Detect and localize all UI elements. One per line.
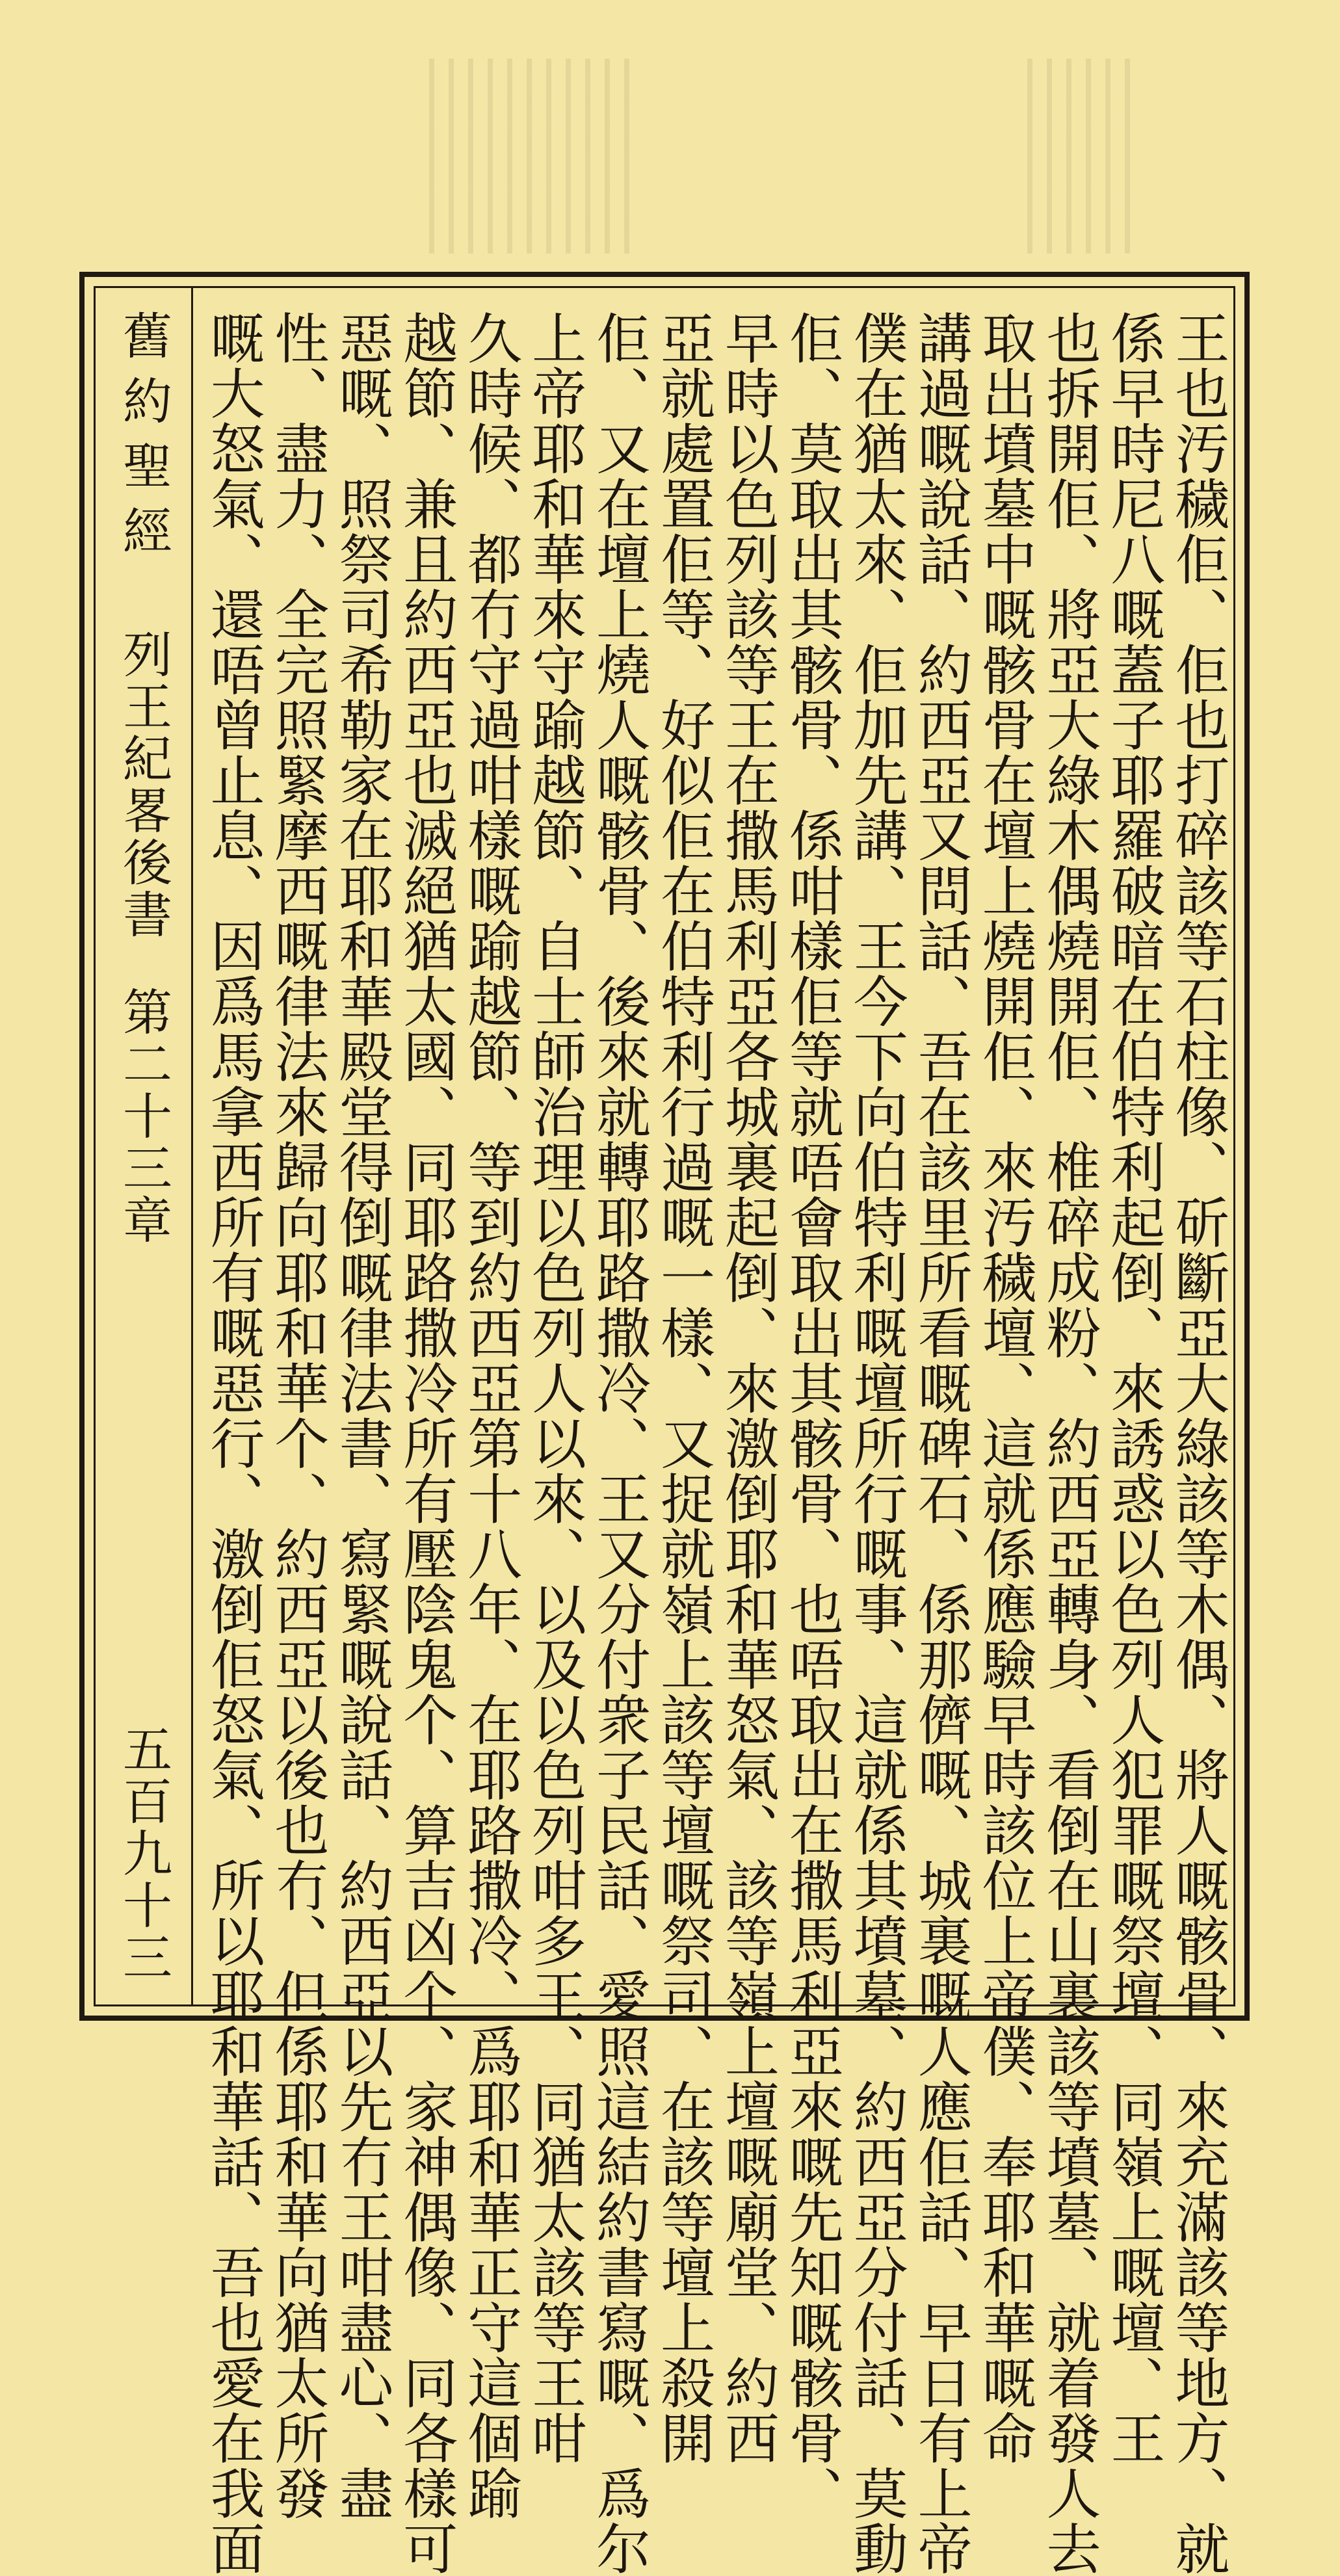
text-column: 講過嘅說話、約西亞又問話、吾在該里所看嘅碑石、係那儕嘅、城裏嘅人應佢話、早日有上帝 — [909, 310, 973, 2576]
text-column: 久時候、都冇守過咁樣嘅踰越節、等到約西亞第十八年、在耶路撒冷、爲耶和華正守這個踰 — [458, 310, 523, 2521]
book-title: 舊約聖經 — [114, 310, 173, 570]
chapter-label: 第二十三章 — [114, 986, 173, 1246]
bleed-through-shadow — [429, 59, 644, 254]
running-head — [114, 310, 173, 1246]
text-column: 王也汚穢佢、佢也打碎該等石柱像、斫斷亞大綠該等木偶、將人嘅骸骨、來充滿該等地方、就 — [1166, 310, 1230, 2576]
text-column: 係早時尼八嘅蓋子耶羅破暗在伯特利起倒、來誘惑以色列人犯罪嘅祭壇、同嶺上嘅壇、王 — [1101, 310, 1166, 2465]
text-column: 惡嘅、照祭司希勒家在耶和華殿堂得倒嘅律法書、寫緊嘅說話、約西亞以先冇王咁盡心、盡 — [330, 310, 394, 2521]
text-column: 早時以色列該等王在撒馬利亞各城裏起倒、來激倒耶和華怒氣、該等嶺上壇嘅廟堂、約西 — [716, 310, 780, 2465]
text-column: 亞就處置佢等、好似佢在伯特利行過嘅一樣、又捉就嶺上該等壇嘅祭司、在該等壇上殺開 — [651, 310, 716, 2465]
page-inner-frame — [94, 286, 1235, 2576]
text-body — [193, 288, 1233, 2576]
text-column: 嘅大怒氣、還唔曾止息、因爲馬拿西所有嘅惡行、激倒佢怒氣、所以耶和華話、吾也愛在我面 — [202, 310, 265, 2576]
section-title: 列王紀畧後書 — [114, 629, 173, 941]
page-frame — [79, 272, 1250, 2576]
text-column: 佢、又在壇上燒人嘅骸骨、後來就轉耶路撒冷、王又分付衆子民話、愛照這結約書寫嘅、爲尔 — [587, 310, 651, 2576]
margin-column — [96, 288, 193, 2004]
text-column: 僕在猶太來、佢加先講、王今下向伯特利嘅壇所行嘅事、這就係其墳墓、約西亞分付話、莫動 — [845, 310, 909, 2576]
page-number: 五百九十三 — [114, 1724, 173, 1984]
text-column: 也拆開佢、將亞大綠木偶燒開佢、椎碎成粉、約西亞轉身、看倒在山裏該等墳墓、就着發人去 — [1037, 310, 1101, 2576]
text-column: 性、盡力、全完照緊摩西嘅律法來歸向耶和華个、約西亞以後也冇、但係耶和華向猶太所發 — [265, 310, 330, 2521]
bleed-through-shadow — [1027, 59, 1131, 254]
text-column: 越節、兼且約西亞也滅絕猶太國、同耶路撒冷所有壓陰鬼个、算吉凶个、家神偶像、同各樣可 — [394, 310, 458, 2576]
text-column: 上帝耶和華來守踰越節、自士師治理以色列人以來、以及以色列咁多王、同猶太該等王咁 — [523, 310, 587, 2465]
text-column: 取出墳墓中嘅骸骨在壇上燒開佢、來汚穢壇、這就係應驗早時該位上帝僕、奉耶和華嘅命 — [973, 310, 1038, 2465]
text-column: 佢、莫取出其骸骨、係咁樣佢等就唔會取出其骸骨、也唔取出在撒馬利亞來嘅先知嘅骸骨、 — [780, 310, 845, 2521]
